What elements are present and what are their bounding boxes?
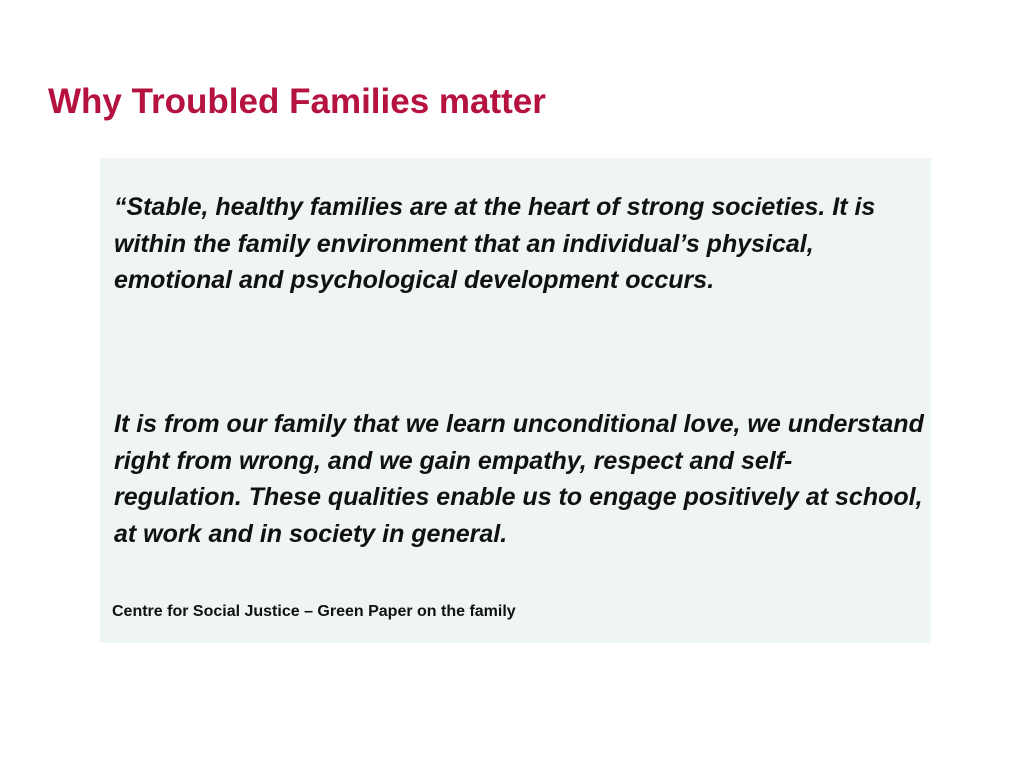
quote-paragraph-1: “Stable, healthy families are at the heart of strong societies. It is within the family environment that an individual’s physical, emotional and psychological development occurs. (114, 193, 876, 294)
quote-box (100, 158, 931, 643)
slide-title: Why Troubled Families matter (48, 82, 546, 121)
quote-citation: Centre for Social Justice – Green Paper on the family (112, 603, 516, 620)
quote-paragraph-2: It is from our family that we learn unconditional love, we understand right from wrong, and we gain empathy, respect and self- regulation. These qualities enable us to engage positively at school, at work and in society in general. (114, 410, 924, 548)
